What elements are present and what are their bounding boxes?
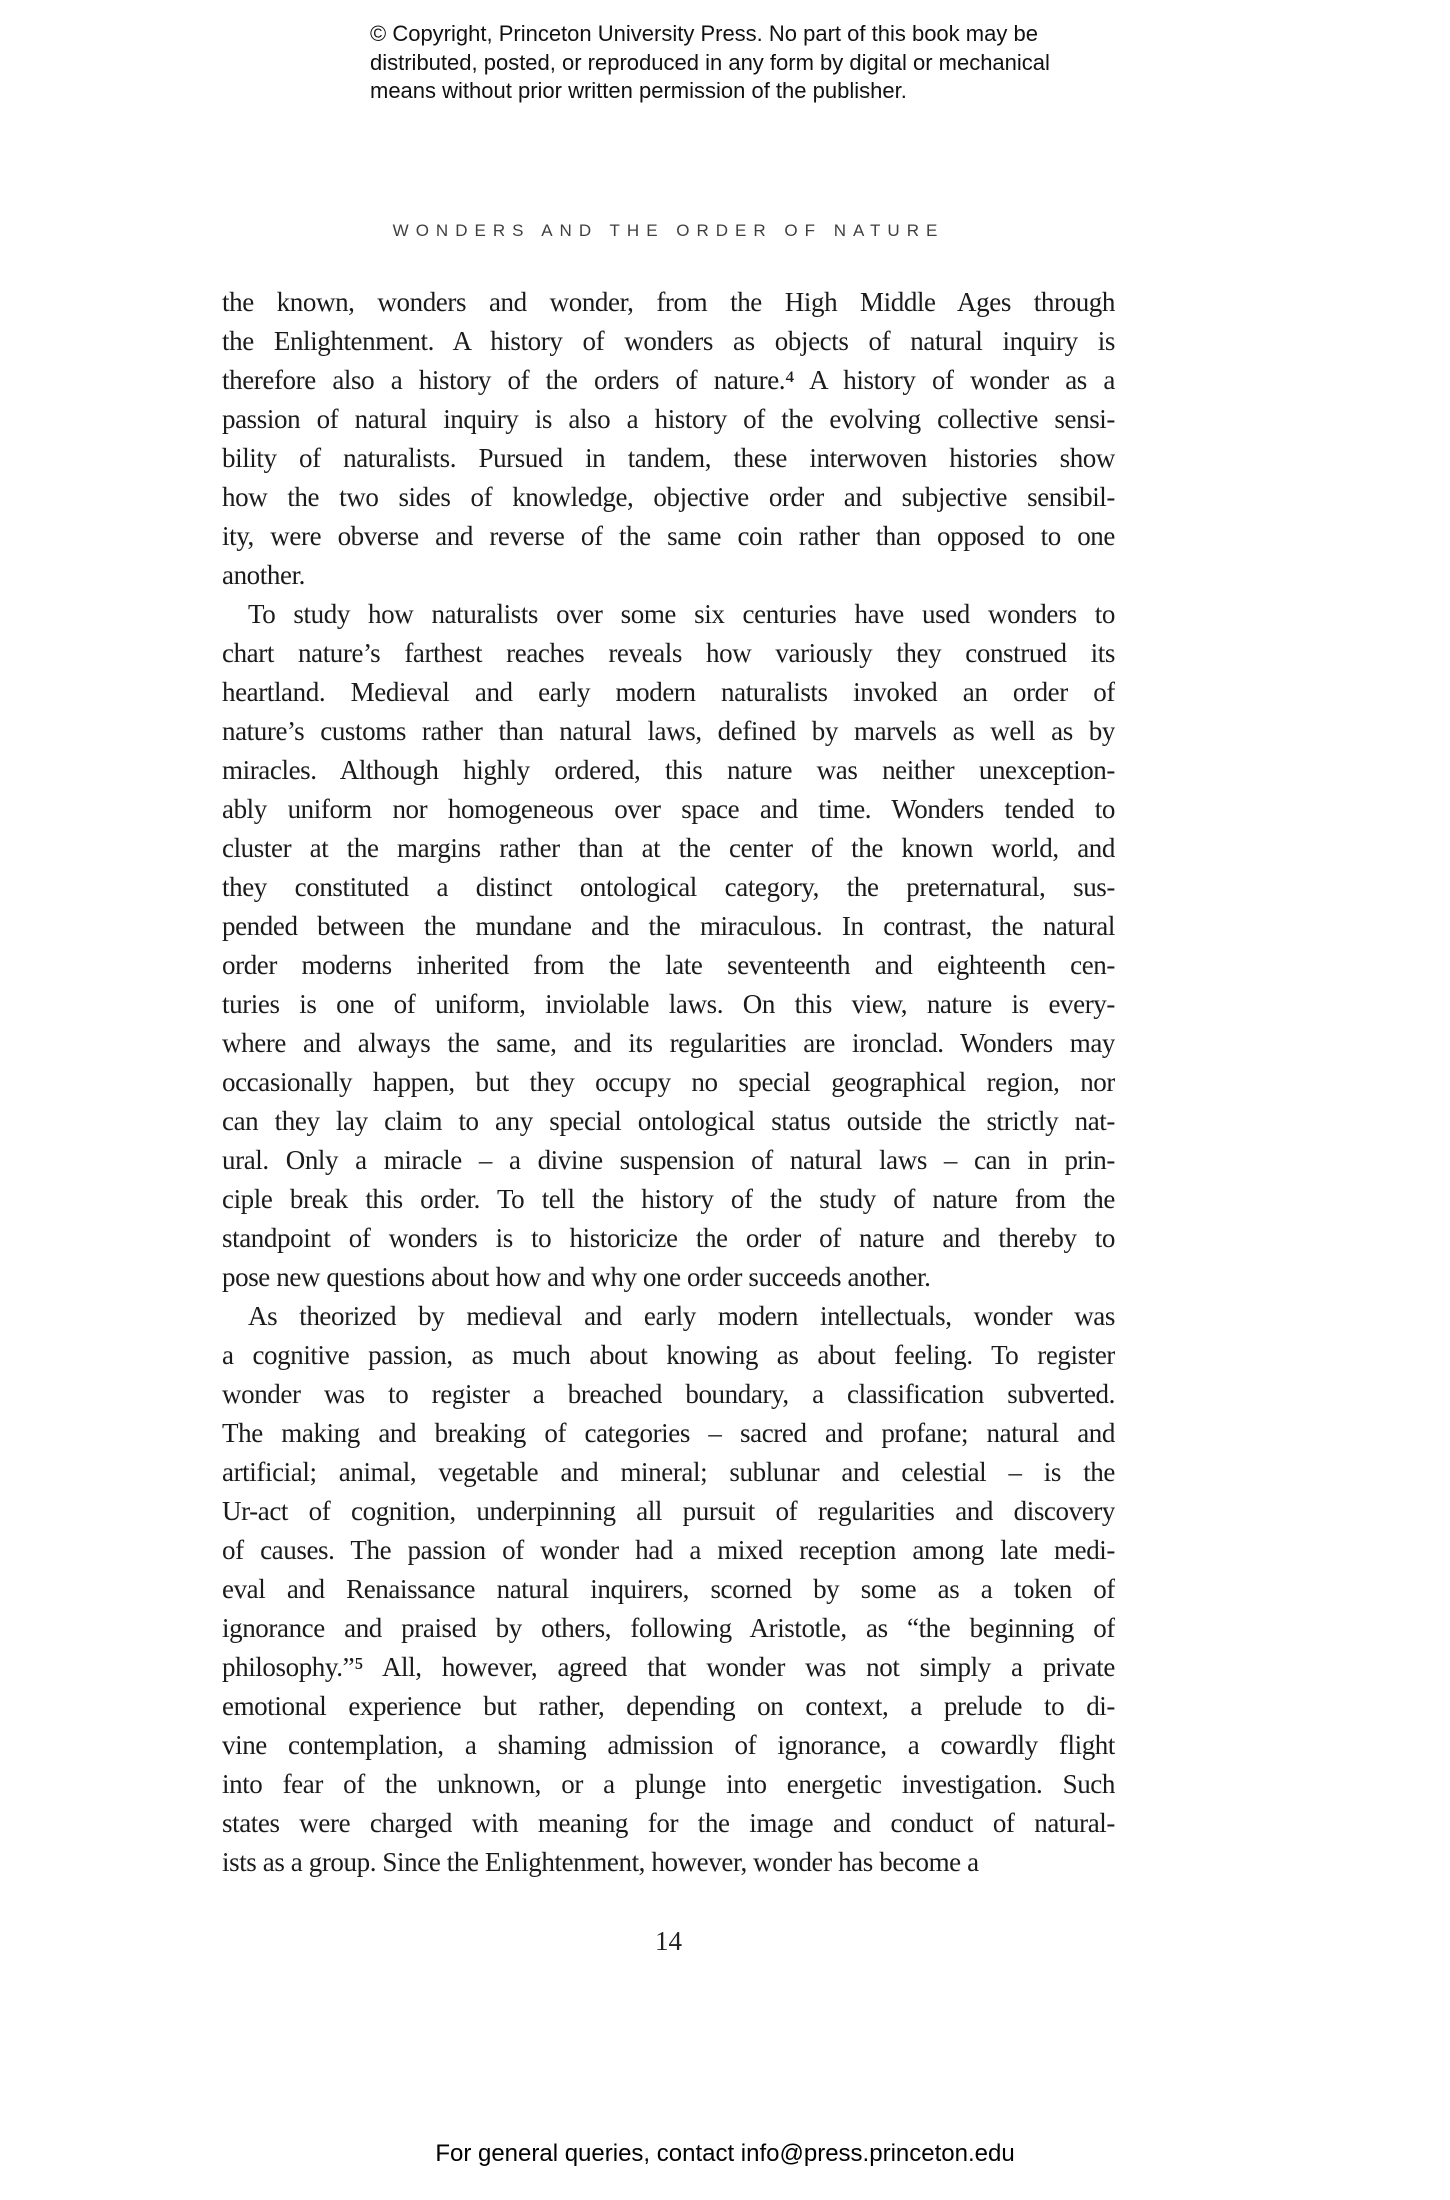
footer-contact: For general queries, contact info@press.princeton.edu [435,2140,1015,2167]
text-line: To study how naturalists over some six centuries have used wonders to [248,599,1115,629]
text-line: cluster at the margins rather than at the center of the known world, and [222,833,1115,863]
text-line: vine contemplation, a shaming admission of ignorance, a cowardly flight [222,1730,1115,1760]
text-line: the known, wonders and wonder, from the High Middle Ages through [222,287,1115,317]
copyright-line: means without prior written permission of the publisher. [370,78,907,103]
text-line: where and always the same, and its regularities are ironclad. Wonders may [222,1028,1115,1058]
text-line: miracles. Although highly ordered, this nature was neither unexception- [222,755,1115,785]
paragraph [222,283,1115,595]
text-line: can they lay claim to any special ontological status outside the strictly nat- [222,1106,1115,1136]
text-line: into fear of the unknown, or a plunge into energetic investigation. Such [222,1769,1115,1799]
text-line: chart nature’s farthest reaches reveals how variously they construed its [222,638,1115,668]
text-line: bility of naturalists. Pursued in tandem, these interwoven histories show [222,443,1115,473]
text-line: The making and breaking of categories – sacred and profane; natural and [222,1418,1115,1448]
text-line: the Enlightenment. A history of wonders as objects of natural inquiry is [222,326,1115,356]
text-line: ciple break this order. To tell the history of the study of nature from the [222,1184,1115,1214]
text-line: a cognitive passion, as much about knowing as about feeling. To register [222,1340,1115,1370]
text-line: occasionally happen, but they occupy no special geographical region, nor [222,1067,1115,1097]
text-line: eval and Renaissance natural inquirers, scorned by some as a token of [222,1574,1115,1604]
copyright-line: © Copyright, Princeton University Press. No part of this book may be [370,21,1038,46]
text-line: wonder was to register a breached boundary, a classification subverted. [222,1379,1115,1409]
running-header: WONDERS AND THE ORDER OF NATURE [392,221,945,240]
text-line: ural. Only a miracle – a divine suspension of natural laws – can in prin- [222,1145,1115,1175]
text-line: philosophy.”⁵ All, however, agreed that wonder was not simply a private [222,1652,1115,1682]
text-line: pose new questions about how and why one order succeeds another. [222,1262,931,1292]
text-line: pended between the mundane and the miraculous. In contrast, the natural [222,911,1115,941]
page-number: 14 [655,1926,682,1956]
text-line: standpoint of wonders is to historicize the order of nature and thereby to [222,1223,1115,1253]
body-text [222,283,1115,1882]
text-line: of causes. The passion of wonder had a mixed reception among late medi- [222,1535,1115,1565]
text-line: another. [222,560,306,590]
text-line: As theorized by medieval and early modern intellectuals, wonder was [248,1301,1115,1331]
text-line: turies is one of uniform, inviolable laws. On this view, nature is every- [222,989,1115,1019]
text-line: ity, were obverse and reverse of the same coin rather than opposed to one [222,521,1115,551]
text-line: heartland. Medieval and early modern naturalists invoked an order of [222,677,1115,707]
text-line: Ur-act of cognition, underpinning all pursuit of regularities and discovery [222,1496,1115,1526]
text-line: ists as a group. Since the Enlightenment, however, wonder has become a [222,1847,979,1877]
paragraph [222,595,1115,1297]
text-line: ignorance and praised by others, following Aristotle, as “the beginning of [222,1613,1115,1643]
text-line: therefore also a history of the orders of nature.⁴ A history of wonder as a [222,365,1115,395]
copyright-notice [370,20,1050,106]
text-line: ably uniform nor homogeneous over space and time. Wonders tended to [222,794,1115,824]
copyright-line: distributed, posted, or reproduced in any form by digital or mechanical [370,49,1050,75]
text-line: how the two sides of knowledge, objective order and subjective sensibil- [222,482,1115,512]
text-line: they constituted a distinct ontological category, the preternatural, sus- [222,872,1115,902]
text-line: passion of natural inquiry is also a history of the evolving collective sensi- [222,404,1115,434]
paragraph [222,1297,1115,1882]
text-line: nature’s customs rather than natural laws, defined by marvels as well as by [222,716,1115,746]
text-line: order moderns inherited from the late seventeenth and eighteenth cen- [222,950,1115,980]
text-line: artificial; animal, vegetable and mineral; sublunar and celestial – is the [222,1457,1115,1487]
text-line: states were charged with meaning for the image and conduct of natural- [222,1808,1115,1838]
text-line: emotional experience but rather, depending on context, a prelude to di- [222,1691,1115,1721]
